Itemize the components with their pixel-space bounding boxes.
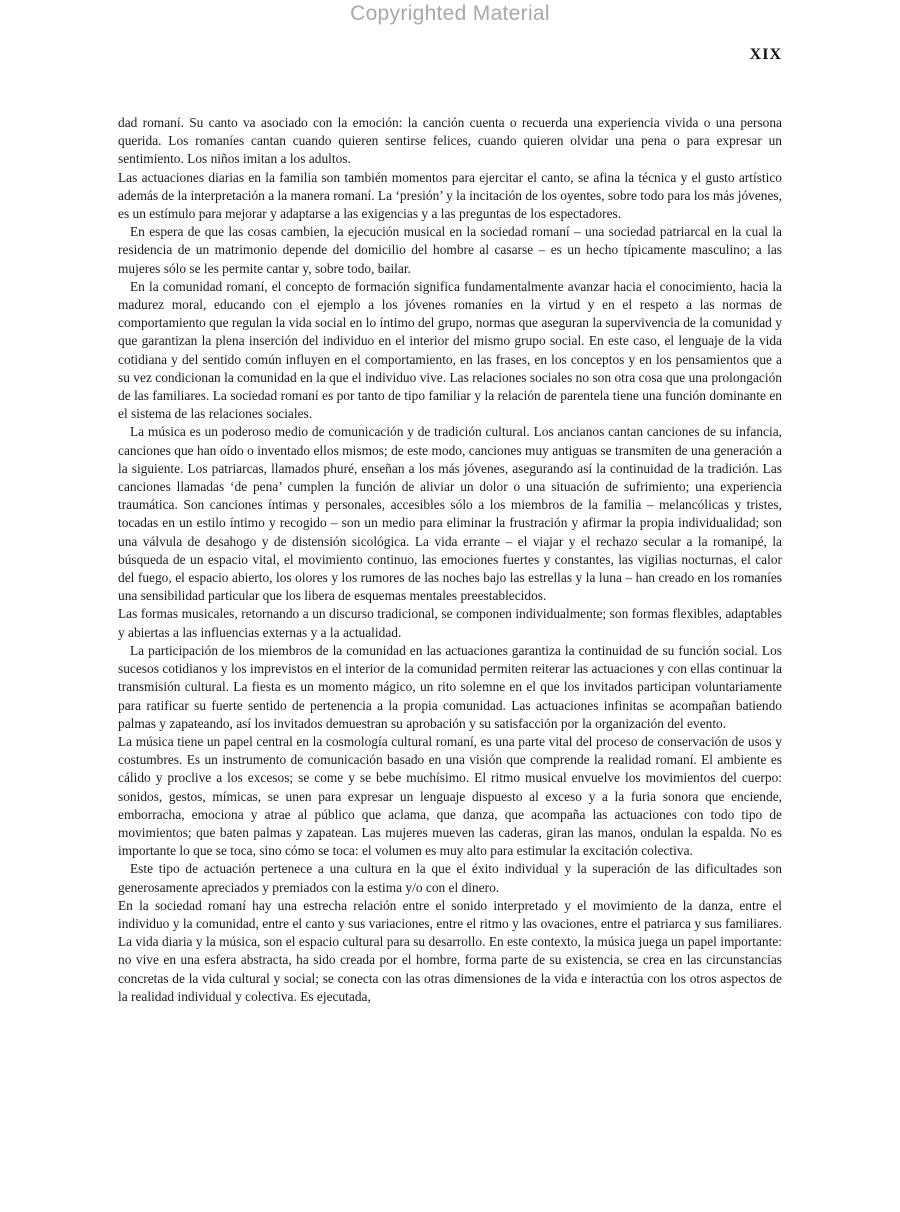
paragraph: En espera de que las cosas cambien, la ejecución musical en la sociedad romaní – una sociedad patriarcal en la cual la residencia de un matrimonio depende del domicilio del hombre al casarse – es un hecho típicamente masculino; a las mujeres sólo se les permite cantar y, sobre todo, bailar. xyxy=(118,224,782,276)
paragraph: dad romaní. Su canto va asociado con la emoción: la canción cuenta o recuerda una experiencia vivida o una persona querida. Los romaníes cantan cuando quieren sentirse felices, cuando quieren olvidar una pena o para expresar un sentimiento. Los niños imitan a los adultos. xyxy=(118,115,782,167)
copyright-watermark: Copyrighted Material xyxy=(350,2,550,25)
body-text xyxy=(118,114,782,1006)
paragraph: Las actuaciones diarias en la familia son también momentos para ejercitar el canto, se afina la técnica y el gusto artístico además de la interpretación a la manera romaní. La ‘presión’ y la incitación de los oyentes, sobre todo para los más jóvenes, es un estímulo para mejorar y adaptarse a las exigencias y a las preguntas de los espectadores. xyxy=(118,169,782,222)
paragraph: La música tiene un papel central en la cosmología cultural romaní, es una parte vital del proceso de conservación de usos y costumbres. Es un instrumento de comunicación basado en una visión que comprende la realidad romaní. El ambiente es cálido y proclive a los excesos; se come y se bebe muchísimo. El ritmo musical envuelve los movimientos del cuerpo: sonidos, gestos, mímicas, se unen para expresar un lenguaje dispuesto al exceso y a la furia sonora que enciende, emborracha, emociona y atrae al público que aclama, que danza, que acompaña las actuaciones con todo tipo de movimientos; que baten palmas y zapatean. Las mujeres mueven las caderas, giran las manos, ondulan la espalda. No es importante lo que se toca, sino cómo se toca: el volumen es muy alto para estimular la excitación colectiva. xyxy=(118,733,782,859)
page-number: XIX xyxy=(749,46,782,63)
paragraph: La participación de los miembros de la comunidad en las actuaciones garantiza la continuidad de su función social. Los sucesos cotidianos y los imprevistos en el interior de la comunidad permiten reiterar las actuaciones y con ellas continuar la transmisión cultural. La fiesta es un momento mágico, un rito solemne en el que los invitados participan voluntariamente para ratificar su fuerte sentido de pertenencia a la propia comunidad. Las actuaciones infinitas se acompañan batiendo palmas y zapateando, así los invitados demuestran su aprobación y su satisfacción por la organización del evento. xyxy=(118,642,782,731)
paragraph: Este tipo de actuación pertenece a una cultura en la que el éxito individual y la superación de las dificultades son generosamente apreciados y premiados con la estima y/o con el dinero. xyxy=(118,861,782,895)
paragraph: Las formas musicales, retornando a un discurso tradicional, se componen individualmente; son formas flexibles, adaptables y abiertas a las influencias externas y a la actualidad. xyxy=(118,606,782,640)
paragraph: En la comunidad romaní, el concepto de formación significa fundamentalmente avanzar hacia el conocimiento, hacia la madurez moral, educando con el ejemplo a los jóvenes romaníes en la virtud y en el respeto a las normas de comportamiento que regulan la vida social en lo íntimo del grupo, normas que aseguran la supervivencia de la comunidad y que garantizan la plena inserción del individuo en el interior del mismo grupo social. En este caso, el lenguaje de la vida cotidiana y del sentido común influyen en el comportamiento, en las frases, en los conceptos y en los pensamientos que a su vez condicionan la comunidad en la que el individuo vive. Las relaciones sociales no son otra cosa que una prolongación de las familiares. La sociedad romaní es por tanto de tipo familiar y la relación de parentela tiene una función dominante en el sistema de las relaciones sociales. xyxy=(118,278,782,422)
paragraph: En la sociedad romaní hay una estrecha relación entre el sonido interpretado y el movimiento de la danza, entre el individuo y la comunidad, entre el canto y sus variaciones, entre el ritmo y las ovaciones, entre el patriarca y sus familiares. La vida diaria y la música, son el espacio cultural para su desarrollo. En este contexto, la música juega un papel importante: no vive en una esfera abstracta, ha sido creada por el hombre, forma parte de su existencia, se crea en las circunstancias concretas de la vida cultural y social; se conecta con las otras dimensiones de la vida e interactúa con los otros aspectos de la realidad individual y colectiva. Es ejecutada, xyxy=(118,897,782,1004)
paragraph: La música es un poderoso medio de comunicación y de tradición cultural. Los ancianos cantan canciones de su infancia, canciones que han oído o inventado ellos mismos; de este modo, canciones muy antiguas se transmiten de una generación a la siguiente. Los patriarcas, llamados phuré, enseñan a los más jóvenes, asegurando así la continuidad de la tradición. Las canciones llamadas ‘de pena’ cumplen la función de aliviar un dolor o una situación de sufrimiento; una experiencia traumática. Son canciones íntimas y personales, accesibles sólo a los miembros de la familia – melancólicas y tristes, tocadas en un estilo íntimo y recogido – son un medio para eliminar la frustración y afirmar la propia individualidad; son una válvula de desahogo y de distensión sicológica. La vida errante – el viajar y el rechazo secular a la romanipé, la búsqueda de un espacio vital, el movimiento continuo, las emociones fuertes y constantes, las vigilias nocturnas, el calor del fuego, el espacio abierto, los olores y los rumores de las noches bajo las estrellas y la luna – han creado en los romaníes una sensibilidad particular que los libera de esquemas mentales preestablecidos. xyxy=(118,424,782,604)
